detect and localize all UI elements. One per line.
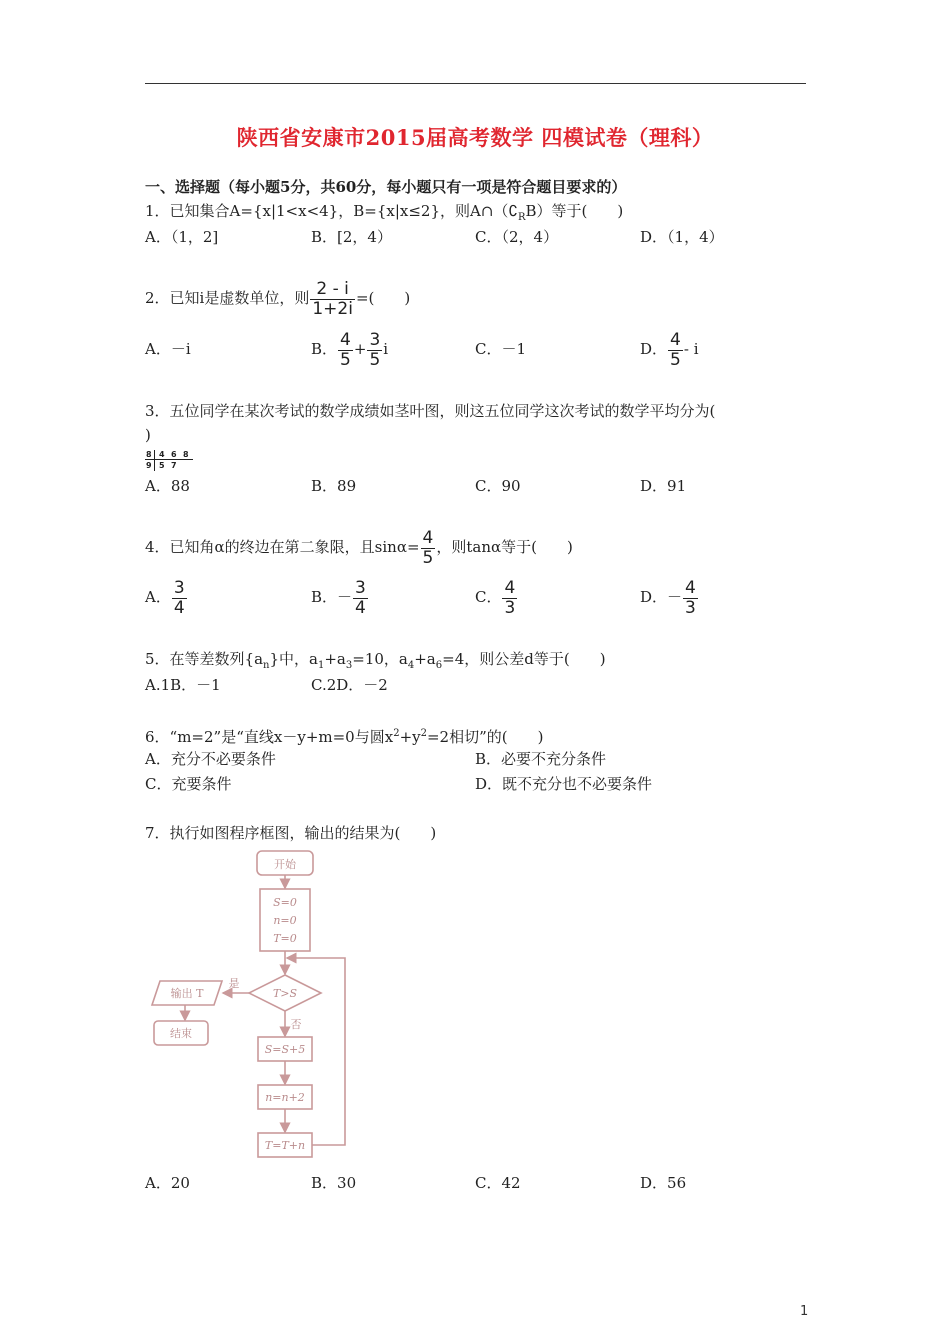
q7-option-d: D．56 [640, 1174, 687, 1192]
q3-option-d: D．91 [640, 477, 687, 495]
question-3-line2: ) [145, 426, 151, 444]
q7-option-c: C．42 [475, 1174, 521, 1192]
q5-options-cd: C.2D．－2 [311, 676, 388, 694]
q4-option-b: B．－ $\frac{3}{4}$ [311, 577, 366, 618]
flow-no-label: 否 [290, 1018, 302, 1031]
q2-stem: 2．已知i是虚数单位，则 [145, 289, 310, 307]
leaf: 7 [171, 461, 177, 470]
flow-output-label: 输出 T [170, 987, 204, 1000]
stem-leaf-plot [145, 450, 193, 472]
page-number: 1 [800, 1304, 809, 1319]
question-1 [145, 200, 623, 229]
q4-tail: ，则tanα等于( ) [436, 538, 573, 556]
stem-leaf-vline [154, 450, 155, 471]
q2-fraction: $\frac{2 - i}{1+2i}$ [312, 278, 353, 319]
leaf: 6 [171, 450, 177, 459]
stem-9: 9 [146, 461, 152, 470]
q1-option-a: A．（1，2] [145, 228, 219, 246]
flow-step2-label: n=n+2 [265, 1091, 305, 1104]
q5-options-ab: A.1B．－1 [145, 676, 221, 694]
complement-subscript: R [517, 212, 526, 223]
question-6: 6．“m=2”是“直线x－y+m=0与圆$x^2+y^2=2$相切”的( ) [145, 728, 544, 746]
stem-8: 8 [146, 450, 152, 459]
leaf: 5 [159, 461, 165, 470]
question-5: 5．在等差数列$\{a_n\}$中，$a_1+a_3=10$，$a_4+a_6=4$，则公差d等于( ) [145, 650, 606, 671]
q3-option-b: B．89 [311, 477, 357, 495]
q6-option-a: A．充分不必要条件 [145, 750, 276, 768]
leaf: 8 [183, 450, 189, 459]
leaf: 4 [159, 450, 165, 459]
complement-symbol: ∁ [508, 202, 518, 220]
q2-option-a: A．－i [145, 340, 191, 358]
section-heading: 一、选择题（每小题5分，共60分，每小题只有一项是符合题目要求的） [145, 178, 627, 196]
q3-option-a: A．88 [145, 477, 190, 495]
q2-option-d-frac: $\frac{4}{5}$ [670, 329, 681, 370]
q4-option-c: C． $\frac{4}{3}$ [475, 577, 516, 618]
q6-option-c: C．充要条件 [145, 775, 232, 793]
flow-end-label: 结束 [170, 1027, 192, 1040]
flow-step3-label: T=T+n [264, 1139, 306, 1152]
q7-option-b: B．30 [311, 1174, 357, 1192]
q2-option-c: C．－1 [475, 340, 527, 358]
q4-option-a: A． $\frac{3}{4}$ [145, 577, 185, 618]
q1-option-b: B．[2，4） [311, 228, 392, 246]
page-title: 陕西省安康市2015届高考数学 四模试卷（理科） [236, 125, 714, 150]
q4-fraction: $\frac{4}{5}$ [422, 527, 434, 568]
flowchart [140, 846, 370, 1166]
q2-option-b-frac1: $\frac{4}{5}$ [340, 329, 351, 370]
flow-step1-label: S=S+5 [264, 1043, 306, 1056]
q4-stem: 4．已知角α的终边在第二象限，且sinα= [145, 538, 420, 556]
q2-option-d: D． $\frac{4}{5}$ - i [640, 329, 699, 370]
q1-option-c: C．（2，4） [475, 228, 559, 246]
q3-option-c: C．90 [475, 477, 521, 495]
q4-option-d: D．－ $\frac{4}{3}$ [640, 577, 696, 618]
q2-tail: =( ) [355, 289, 411, 307]
q2-option-b: B． $\frac{4}{5}$ + $\frac{3}{5}$ i [311, 329, 389, 370]
question-3-line1: 3．五位同学在某次考试的数学成绩如茎叶图，则这五位同学这次考试的数学平均分为( [145, 402, 716, 420]
q6-option-b: B．必要不充分条件 [475, 750, 607, 768]
flow-yes-label: 是 [228, 977, 240, 990]
flow-init-s: S=0 [273, 896, 297, 909]
q1-stem: 1．已知集合A={x|1<x<4}，B={x|x≤2}，则A∩（ [145, 202, 509, 220]
flow-init-t: T=0 [273, 932, 297, 945]
q6-option-d: D．既不充分也不必要条件 [475, 775, 653, 793]
q2-option-b-frac2: $\frac{3}{5}$ [369, 329, 381, 370]
flow-start-label: 开始 [274, 858, 296, 871]
flow-init-n: n=0 [273, 914, 297, 927]
question-2 [145, 275, 410, 321]
q1-tail: B）等于( ) [525, 202, 624, 220]
header-rule [145, 83, 806, 84]
question-7: 7．执行如图程序框图，输出的结果为( ) [145, 824, 437, 842]
q7-option-a: A．20 [145, 1174, 190, 1192]
question-4 [145, 524, 573, 570]
q1-option-d: D．（1，4） [640, 228, 724, 246]
flow-condition-label: T>S [272, 987, 298, 1000]
